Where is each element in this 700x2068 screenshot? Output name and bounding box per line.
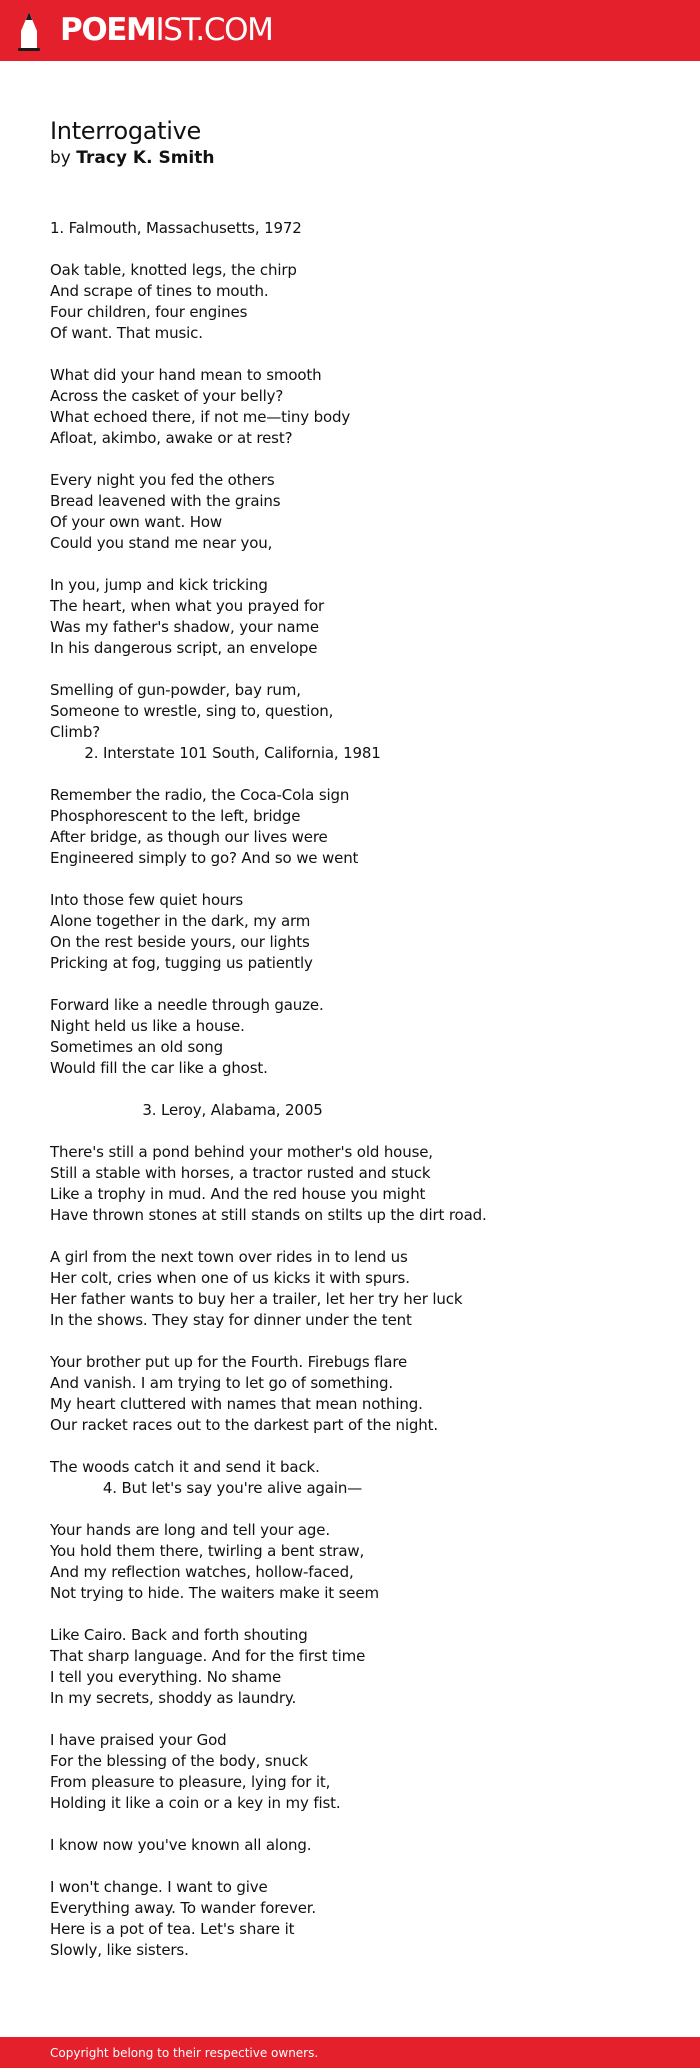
poem-line: Oak table, knotted legs, the chirp (50, 261, 297, 279)
poem-line: Sometimes an old song (50, 1038, 223, 1056)
poem-line: On the rest beside yours, our lights (50, 933, 310, 951)
site-header (0, 0, 700, 61)
section-heading: 3. Leroy, Alabama, 2005 (142, 1101, 323, 1119)
poem-line: What echoed there, if not me—tiny body (50, 408, 351, 426)
stanza-break (50, 1436, 650, 1457)
section-heading: 4. But let's say you're alive again— (102, 1479, 363, 1497)
poem-line: I won't change. I want to give (50, 1878, 268, 1896)
stanza-break (50, 1079, 650, 1100)
stanza-break (50, 1709, 650, 1730)
poem-line: Alone together in the dark, my arm (50, 912, 311, 930)
stanza-break (50, 1499, 650, 1520)
poem-line: For the blessing of the body, snuck (50, 1752, 308, 1770)
logo-light-text: IST.COM (155, 12, 273, 48)
stanza-break (50, 554, 650, 575)
poem-line: Phosphorescent to the left, bridge (50, 807, 301, 825)
site-footer (0, 2037, 700, 2068)
stanza-break (50, 1331, 650, 1352)
poem-line: Like a trophy in mud. And the red house you might (50, 1185, 426, 1203)
poem-line: Of want. That music. (50, 324, 203, 342)
poem-line: And scrape of tines to mouth. (50, 282, 269, 300)
poem-line: Was my father's shadow, your name (50, 618, 319, 636)
poem-line: Like Cairo. Back and forth shouting (50, 1626, 308, 1644)
poem-line: Bread leavened with the grains (50, 492, 281, 510)
stanza-break (50, 1604, 650, 1625)
poem-line: Remember the radio, the Coca-Cola sign (50, 786, 350, 804)
stanza-break (50, 659, 650, 680)
poem-line: Here is a pot of tea. Let's share it (50, 1920, 295, 1938)
stanza-break (50, 1814, 650, 1835)
poem-line: Your hands are long and tell your age. (50, 1521, 330, 1539)
poem-line: You hold them there, twirling a bent straw, (50, 1542, 365, 1560)
copyright-notice: Copyright belong to their respective owners. (50, 2046, 319, 2060)
poem-line: Night held us like a house. (50, 1017, 245, 1035)
poem-line: Pricking at fog, tugging us patiently (50, 954, 313, 972)
poem-line: Still a stable with horses, a tractor rusted and stuck (50, 1164, 431, 1182)
poem-line: Climb? (50, 723, 101, 741)
poem-line: Could you stand me near you, (50, 534, 273, 552)
poem-line: 1. Falmouth, Massachusetts, 1972 (50, 219, 302, 237)
poem-line: In you, jump and kick tricking (50, 576, 268, 594)
poem-line: Holding it like a coin or a key in my fist. (50, 1794, 341, 1812)
poem-line: Of your own want. How (50, 513, 223, 531)
poem-line: There's still a pond behind your mother's old house, (50, 1143, 433, 1161)
poem-line: What did your hand mean to smooth (50, 366, 322, 384)
stanza-break (50, 1226, 650, 1247)
poem-line: Would fill the car like a ghost. (50, 1059, 268, 1077)
poem-line: Not trying to hide. The waiters make it seem (50, 1584, 379, 1602)
poem-line: And vanish. I am trying to let go of something. (50, 1374, 394, 1392)
poem-line: The heart, when what you prayed for (50, 597, 325, 615)
poem-line: I have praised your God (50, 1731, 227, 1749)
poem-line: I know now you've known all along. (50, 1836, 312, 1854)
poem-line: Across the casket of your belly? (50, 387, 284, 405)
poem-line: Her colt, cries when one of us kicks it with spurs. (50, 1269, 410, 1287)
stanza-break (50, 1121, 650, 1142)
stanza-break (50, 869, 650, 890)
stanza-break (50, 764, 650, 785)
stanza-break (50, 974, 650, 995)
byline (50, 146, 215, 170)
poem-line: The woods catch it and send it back. (50, 1458, 320, 1476)
poem-line: That sharp language. And for the first time (50, 1647, 366, 1665)
poem-line: Our racket races out to the darkest part of the night. (50, 1416, 438, 1434)
poem-line: From pleasure to pleasure, lying for it, (50, 1773, 331, 1791)
poem-line: Every night you fed the others (50, 471, 275, 489)
poem-line: My heart cluttered with names that mean nothing. (50, 1395, 423, 1413)
poem-line: Your brother put up for the Fourth. Firebugs flare (50, 1353, 408, 1371)
poem-line: A girl from the next town over rides in to lend us (50, 1248, 408, 1266)
poem-line: Four children, four engines (50, 303, 248, 321)
pencil-icon (17, 10, 41, 52)
poem-body (50, 218, 650, 1961)
section-heading: 2. Interstate 101 South, California, 1981 (84, 744, 381, 762)
poem-line: After bridge, as though our lives were (50, 828, 328, 846)
poem-line: I tell you everything. No shame (50, 1668, 282, 1686)
poem-line: Her father wants to buy her a trailer, let her try her luck (50, 1290, 463, 1308)
poem-line: In his dangerous script, an envelope (50, 639, 318, 657)
poem-line: Slowly, like sisters. (50, 1941, 189, 1959)
poem-line: And my reflection watches, hollow-faced, (50, 1563, 354, 1581)
poem-line: Everything away. To wander forever. (50, 1899, 317, 1917)
poem-line: In the shows. They stay for dinner under the tent (50, 1311, 412, 1329)
poem-line: Engineered simply to go? And so we went (50, 849, 359, 867)
author-name: Tracy K. Smith (76, 148, 215, 168)
poem-line: Someone to wrestle, sing to, question, (50, 702, 334, 720)
poem-title: Interrogative (50, 117, 202, 145)
poem-line: Afloat, akimbo, awake or at rest? (50, 429, 293, 447)
logo-bold-text: POEM (60, 12, 156, 48)
stanza-break (50, 1856, 650, 1877)
poem-line: In my secrets, shoddy as laundry. (50, 1689, 297, 1707)
poem-line: Have thrown stones at still stands on stilts up the dirt road. (50, 1206, 487, 1224)
site-logo[interactable] (60, 10, 272, 50)
stanza-break (50, 239, 650, 260)
stanza-break (50, 449, 650, 470)
byline-prefix: by (50, 148, 71, 168)
poem-line: Into those few quiet hours (50, 891, 244, 909)
poem-line: Smelling of gun-powder, bay rum, (50, 681, 301, 699)
poem-line: Forward like a needle through gauze. (50, 996, 324, 1014)
stanza-break (50, 344, 650, 365)
